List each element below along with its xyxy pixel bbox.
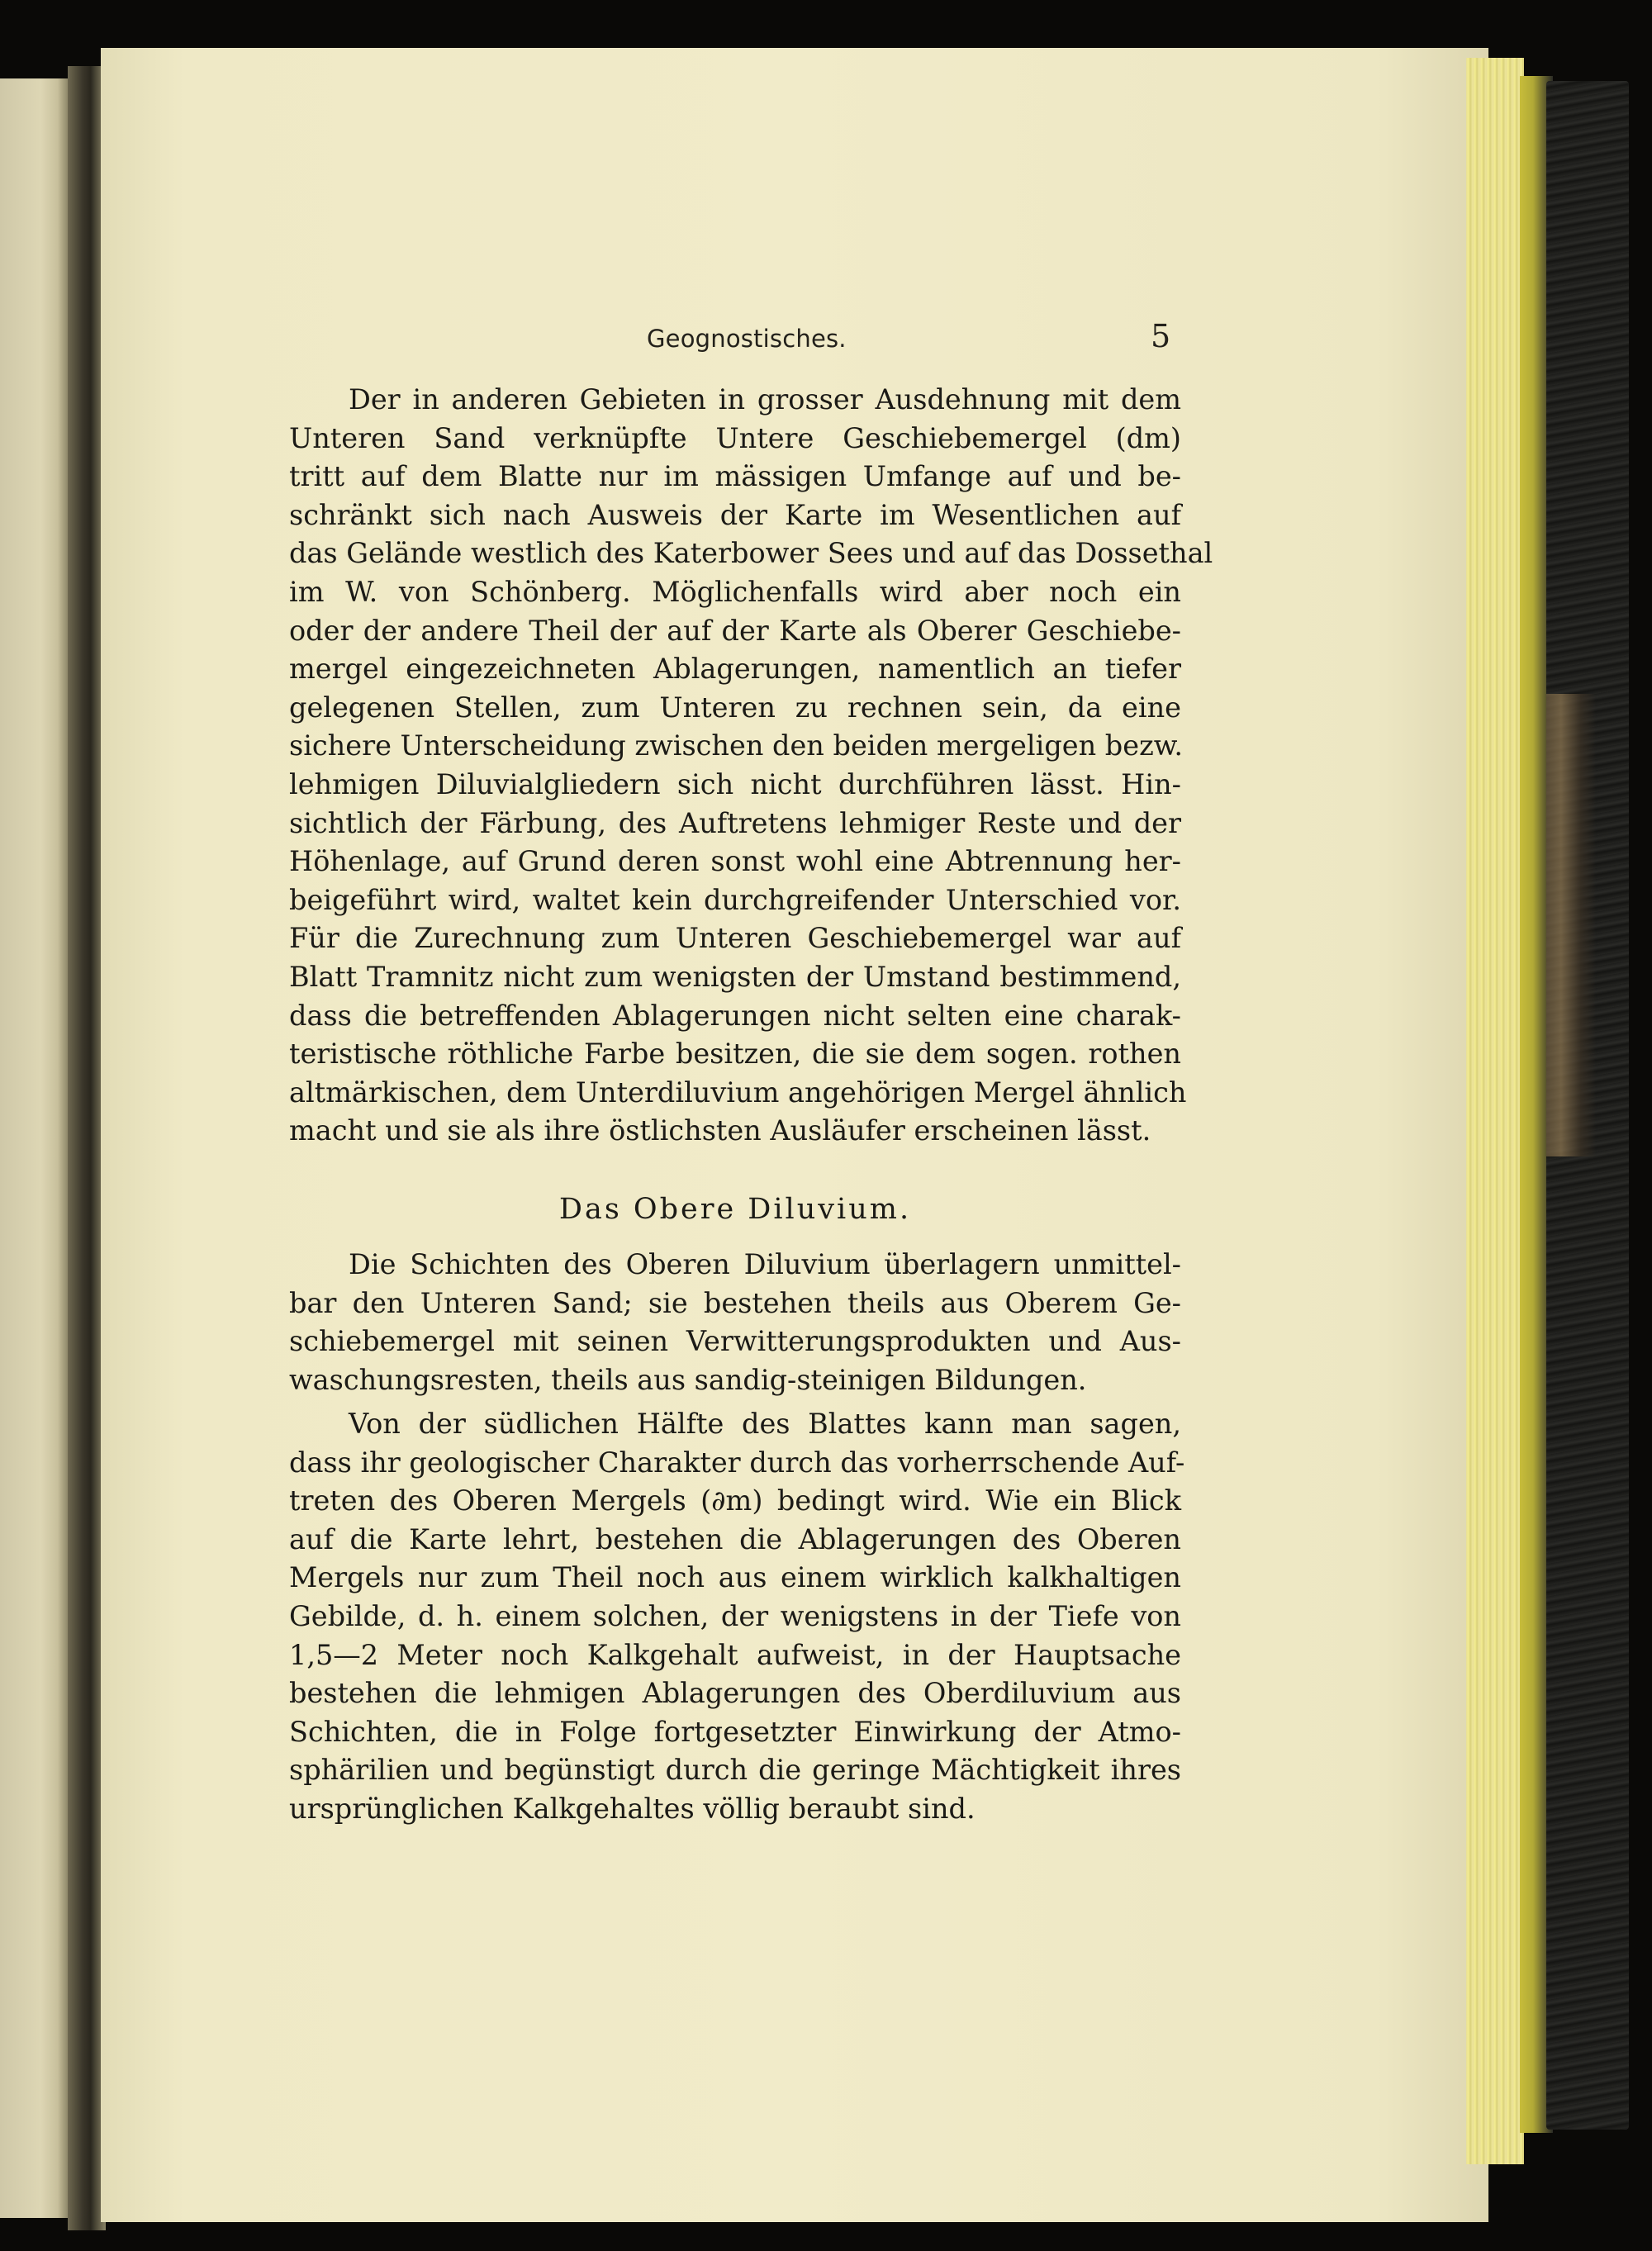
text-line: macht und sie als ihre östlichsten Ausläufer erscheinen lässt. bbox=[289, 1114, 1151, 1147]
text-line: 1,5—2 Meter noch Kalkgehalt aufweist, in der Hauptsache bbox=[289, 1638, 1181, 1671]
paragraph-3 bbox=[289, 1405, 1185, 1829]
text-line: Blatt Tramnitz nicht zum wenigsten der Umstand bestimmend, bbox=[289, 960, 1181, 993]
text-line: im W. von Schönberg. Möglichenfalls wird aber noch ein bbox=[289, 575, 1181, 608]
text-line: beigeführt wird, waltet kein durchgreifender Unterschied vor. bbox=[289, 883, 1181, 916]
text-line: teristische röthliche Farbe besitzen, die sie dem sogen. rothen bbox=[289, 1038, 1181, 1071]
text-line: Schichten, die in Folge fortgesetzter Einwirkung der Atmo- bbox=[289, 1715, 1181, 1748]
text-line: ursprünglichen Kalkgehaltes völlig beraubt sind. bbox=[289, 1792, 976, 1825]
text-line: auf die Karte lehrt, bestehen die Ablagerungen des Oberen bbox=[289, 1522, 1181, 1555]
cover-wear bbox=[1546, 694, 1596, 1156]
paragraph-2 bbox=[289, 1246, 1181, 1399]
text-line: Gebilde, d. h. einem solchen, der wenigstens in der Tiefe von bbox=[289, 1599, 1181, 1632]
text-line: mergel eingezeichneten Ablagerungen, namentlich an tiefer bbox=[289, 653, 1181, 686]
running-head: Geognostisches. bbox=[647, 325, 847, 353]
text-line: Der in anderen Gebieten in grosser Ausdehnung mit dem bbox=[349, 383, 1181, 416]
paragraph-1 bbox=[289, 381, 1213, 1151]
text-line: Die Schichten des Oberen Diluvium überlagern unmittel- bbox=[349, 1248, 1181, 1280]
text-line: sichtlich der Färbung, des Auftretens lehmiger Reste und der bbox=[289, 806, 1181, 839]
text-line: Höhenlage, auf Grund deren sonst wohl eine Abtrennung her- bbox=[289, 845, 1181, 878]
text-line: lehmigen Diluvialgliedern sich nicht durchführen lässt. Hin- bbox=[289, 767, 1181, 800]
text-line: bar den Unteren Sand; sie bestehen theils aus Oberem Ge- bbox=[289, 1286, 1181, 1319]
page-edges bbox=[1466, 58, 1524, 2164]
text-line: oder der andere Theil der auf der Karte als Oberer Geschiebe- bbox=[289, 614, 1181, 647]
text-line: altmärkischen, dem Unterdiluvium angehörigen Mergel ähnlich bbox=[289, 1076, 1187, 1109]
section-heading: Das Obere Diluvium. bbox=[558, 1193, 912, 1226]
text-line: bestehen die lehmigen Ablagerungen des Oberdiluvium aus bbox=[289, 1677, 1181, 1710]
text-line: gelegenen Stellen, zum Unteren zu rechnen sein, da eine bbox=[289, 691, 1181, 724]
text-line: waschungsresten, theils aus sandig-steinigen Bildungen. bbox=[289, 1363, 1087, 1396]
text-line: treten des Oberen Mergels (∂m) bedingt wird. Wie ein Blick bbox=[289, 1484, 1181, 1517]
text-line: dass die betreffenden Ablagerungen nicht selten eine charak- bbox=[289, 999, 1181, 1032]
text-line: schränkt sich nach Ausweis der Karte im Wesentlichen auf bbox=[289, 498, 1181, 531]
text-line: Mergels nur zum Theil noch aus einem wirklich kalkhaltigen bbox=[289, 1561, 1181, 1594]
text-line: Unteren Sand verknüpfte Untere Geschiebemergel (dm) bbox=[289, 421, 1181, 454]
text-line: schiebemergel mit seinen Verwitterungsprodukten und Aus- bbox=[289, 1325, 1181, 1358]
text-line: das Gelände westlich des Katerbower Sees und auf das Dossethal bbox=[289, 537, 1213, 570]
text-line: sichere Unterscheidung zwischen den beiden mergeligen bezw. bbox=[289, 729, 1184, 762]
text-line: dass ihr geologischer Charakter durch das vorherrschende Auf- bbox=[289, 1446, 1185, 1479]
text-line: sphärilien und begünstigt durch die geringe Mächtigkeit ihres bbox=[289, 1754, 1181, 1787]
text-line: tritt auf dem Blatte nur im mässigen Umfange auf und be- bbox=[289, 460, 1181, 493]
left-facing-page bbox=[0, 78, 68, 2218]
text-line: Für die Zurechnung zum Unteren Geschiebemergel war auf bbox=[289, 922, 1181, 955]
text-line: Von der südlichen Hälfte des Blattes kann man sagen, bbox=[349, 1408, 1181, 1440]
page-number: 5 bbox=[1151, 318, 1171, 354]
